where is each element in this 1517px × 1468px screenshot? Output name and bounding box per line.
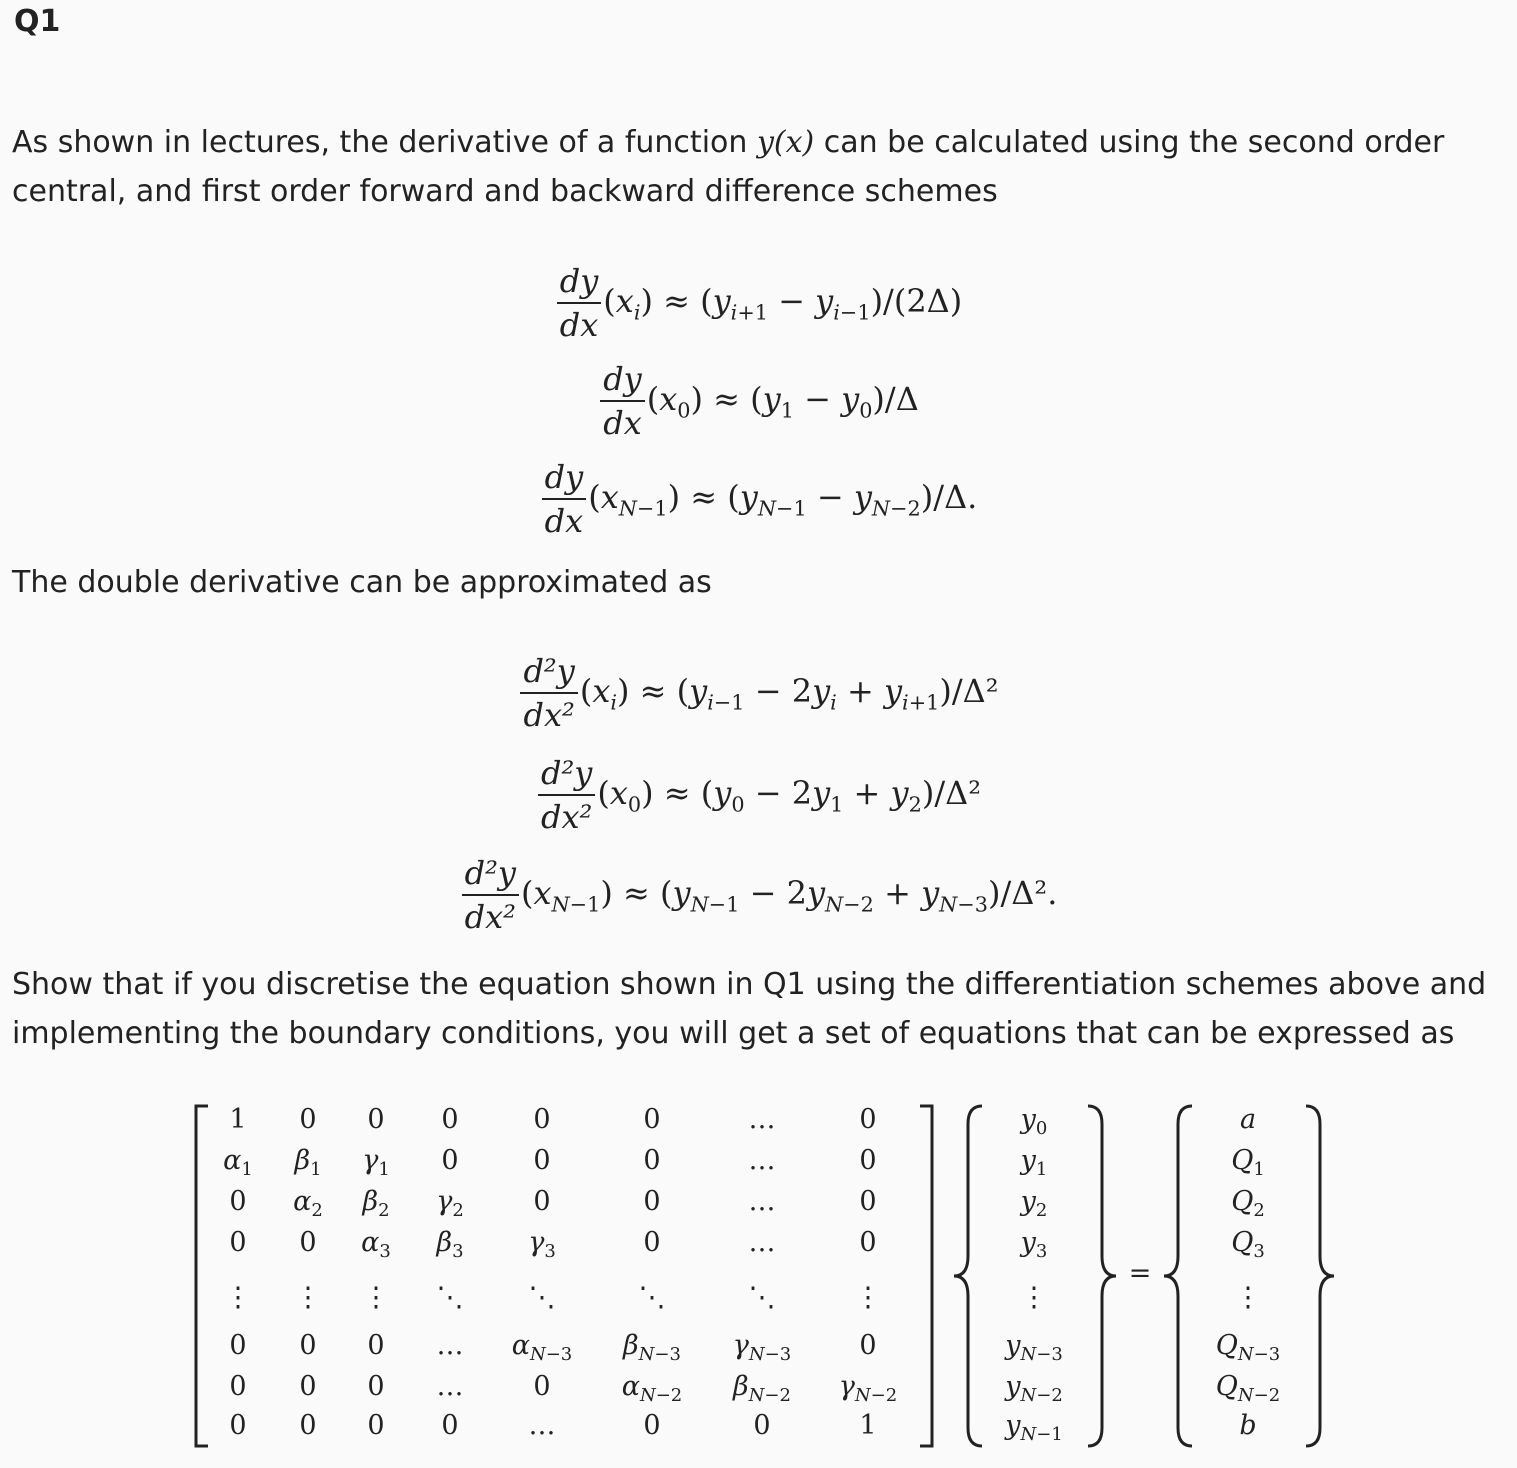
- rhs-vector-entry: ⋮: [1234, 1282, 1262, 1313]
- matrix-cell: 0: [643, 1186, 661, 1217]
- matrix-cell: 0: [753, 1410, 771, 1441]
- matrix-cell: 0: [299, 1227, 317, 1258]
- fraction: $\frac{dy}{dx}$: [557, 262, 602, 344]
- equation-central-difference: $\frac{dy}{dx}$ $(x_i) \approx (y_{i+1} - y_{i-1})/(2\Delta)$: [0, 262, 1517, 344]
- matrix-cell: 0: [643, 1410, 661, 1441]
- matrix-cell: 0: [299, 1330, 317, 1361]
- matrix-cell: $\gamma_1$: [362, 1145, 390, 1180]
- matrix-cell: 1: [229, 1104, 247, 1135]
- matrix-cell: 0: [643, 1227, 661, 1258]
- matrix-cell: $\beta_2$: [362, 1186, 390, 1221]
- y-vector-entry: $y_{N-3}$: [1005, 1330, 1063, 1365]
- matrix-cell: ⋮: [294, 1282, 322, 1313]
- matrix-cell: 0: [299, 1410, 317, 1441]
- matrix-cell: 0: [859, 1145, 877, 1176]
- matrix-cell: 0: [859, 1330, 877, 1361]
- matrix-cell: 0: [441, 1104, 459, 1135]
- matrix-cell: ⋱: [638, 1282, 666, 1313]
- matrix-cell: 0: [367, 1371, 385, 1402]
- matrix-cell: ⋮: [854, 1282, 882, 1313]
- matrix-cell: 0: [367, 1104, 385, 1135]
- matrix-cell: 0: [229, 1410, 247, 1441]
- y-vector-entry: $y_2$: [1020, 1186, 1048, 1221]
- intro-text-b: can be calculated using the second order central, and first order forward and backward difference schemes: [12, 125, 1445, 209]
- equals-sign: =: [1128, 1258, 1152, 1289]
- matrix-cell: 0: [299, 1104, 317, 1135]
- matrix-cell: $\alpha_3$: [361, 1227, 391, 1262]
- y-vector-entry: $y_1$: [1020, 1145, 1048, 1180]
- fraction: $\frac{\text{d²y}}{\text{dx²}}$: [538, 754, 595, 836]
- function-notation: y(x): [756, 125, 815, 160]
- equation-backward-difference: $\frac{dy}{dx}$ $(x_{N-1}) \approx (y_{N-1} - y_{N-2})/\Delta$.: [0, 458, 1517, 540]
- rhs-vector-entry: $Q_{N-2}$: [1215, 1371, 1281, 1406]
- question-heading: Q1: [14, 4, 61, 39]
- rhs-vector-right-brace: [1306, 1106, 1334, 1446]
- equation-second-forward: $\frac{\text{d²y}}{\text{dx²}}$ $(x_0) \approx (y_0 - 2y_1 + y_2)/\Delta^2$: [0, 754, 1517, 836]
- matrix-cell: 0: [367, 1330, 385, 1361]
- matrix-cell: 0: [229, 1227, 247, 1258]
- y-vector-entry: $y_3$: [1020, 1227, 1048, 1262]
- show-that-paragraph: Show that if you discretise the equation shown in Q1 using the differentiation schemes above and implementing the boundary conditions, you will get a set of equations that can be expressed as: [12, 967, 1487, 1051]
- rhs-vector-entry: $Q_2$: [1231, 1186, 1265, 1221]
- matrix-cell: $\gamma_{N-3}$: [732, 1330, 792, 1365]
- matrix-cell: 0: [533, 1371, 551, 1402]
- intro-text-a: As shown in lectures, the derivative of a function: [12, 125, 757, 160]
- y-vector-entry: $y_{N-2}$: [1005, 1371, 1063, 1406]
- matrix-cell: 0: [441, 1410, 459, 1441]
- matrix-cell: 0: [859, 1227, 877, 1258]
- matrix-cell: $\gamma_3$: [528, 1227, 556, 1262]
- y-vector-entry: $y_0$: [1020, 1104, 1048, 1139]
- matrix-cell: $\beta_1$: [294, 1145, 322, 1180]
- matrix-cell: 1: [859, 1410, 877, 1441]
- matrix-cell: $\beta_{N-3}$: [623, 1330, 681, 1365]
- matrix-cell: $\beta_{N-2}$: [733, 1371, 791, 1406]
- matrix-cell: …: [436, 1330, 464, 1361]
- matrix-cell: $\beta_3$: [436, 1227, 464, 1262]
- matrix-cell: 0: [229, 1186, 247, 1217]
- equation-second-central: $\frac{\text{d²y}}{\text{dx²}}$ $(x_i) \approx (y_{i-1} - 2y_i + y_{i+1})/\Delta^2$: [0, 652, 1517, 734]
- matrix-cell: …: [528, 1410, 556, 1441]
- matrix-cell: $\gamma_2$: [436, 1186, 464, 1221]
- matrix-cell: 0: [533, 1186, 551, 1217]
- matrix-cell: …: [436, 1371, 464, 1402]
- matrix-cell: …: [748, 1145, 776, 1176]
- matrix-cell: 0: [229, 1371, 247, 1402]
- matrix-cell: 0: [643, 1145, 661, 1176]
- matrix-cell: $\alpha_{N-3}$: [511, 1330, 573, 1365]
- fraction: $\frac{dy}{dx}$: [542, 458, 587, 540]
- matrix-cell: ⋮: [362, 1282, 390, 1313]
- matrix-cell: $\gamma_{N-2}$: [838, 1371, 898, 1406]
- matrix-cell: $\alpha_1$: [223, 1145, 253, 1180]
- matrix-cell: 0: [441, 1145, 459, 1176]
- fraction: $\frac{\text{d²y}}{\text{dx²}}$: [520, 652, 577, 734]
- matrix-cell: 0: [299, 1371, 317, 1402]
- fraction: $\frac{\text{d²y}}{\text{dx²}}$: [462, 854, 519, 936]
- rhs-vector-entry: a: [1239, 1104, 1257, 1135]
- matrix-cell: $\alpha_{N-2}$: [621, 1371, 683, 1406]
- rhs-vector-entry: $Q_1$: [1231, 1145, 1265, 1180]
- rhs-vector-entry: $Q_{N-3}$: [1215, 1330, 1281, 1365]
- rhs-vector-entry: b: [1239, 1410, 1257, 1441]
- matrix-cell: 0: [643, 1104, 661, 1135]
- matrix-cell: 0: [859, 1104, 877, 1135]
- matrix-cell: …: [748, 1104, 776, 1135]
- equation-second-backward: $\frac{\text{d²y}}{\text{dx²}}$ $(x_{N-1}) \approx (y_{N-1} - 2y_{N-2} + y_{N-3})/\Delta^2$.: [0, 854, 1517, 936]
- fraction: $\frac{dy}{dx}$: [600, 360, 645, 442]
- equation-forward-difference: $\frac{dy}{dx}$ $(x_0) \approx (y_1 - y_0)/\Delta$: [0, 360, 1517, 442]
- rhs-vector-entry: $Q_3$: [1231, 1227, 1265, 1262]
- y-vector-entry: $y_{N-1}$: [1005, 1410, 1063, 1445]
- matrix-cell: 0: [533, 1145, 551, 1176]
- matrix-cell: ⋱: [748, 1282, 776, 1313]
- y-vector-entry: ⋮: [1020, 1282, 1048, 1313]
- matrix-cell: 0: [367, 1410, 385, 1441]
- matrix-cell: ⋮: [224, 1282, 252, 1313]
- matrix-cell: 0: [533, 1104, 551, 1135]
- matrix-cell: 0: [229, 1330, 247, 1361]
- matrix-cell: 0: [859, 1186, 877, 1217]
- matrix-cell: …: [748, 1186, 776, 1217]
- double-derivative-text: The double derivative can be approximated as: [12, 565, 712, 600]
- matrix-cell: ⋱: [436, 1282, 464, 1313]
- matrix-cell: $\alpha_2$: [293, 1186, 323, 1221]
- matrix-cell: ⋱: [528, 1282, 556, 1313]
- matrix-cell: …: [748, 1227, 776, 1258]
